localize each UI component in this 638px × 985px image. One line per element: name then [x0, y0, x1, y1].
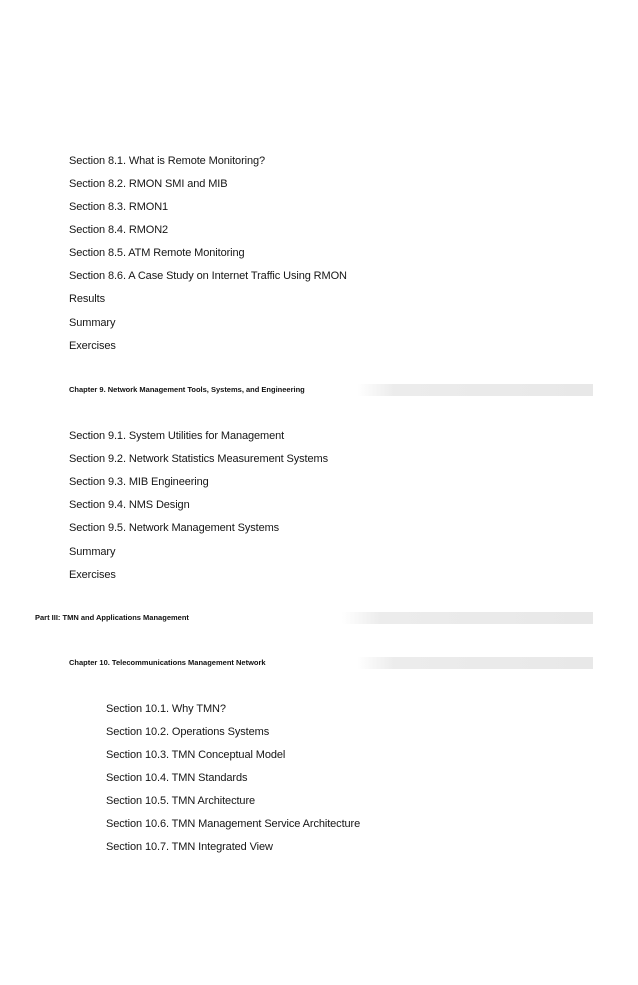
chapter-9-title: Chapter 9. Network Management Tools, Systems, and Engineering: [69, 385, 311, 394]
chapter-10-heading[interactable]: [69, 657, 593, 669]
part-3-title: Part III: TMN and Applications Management: [35, 613, 195, 622]
toc-link-results[interactable]: Results: [69, 293, 105, 305]
toc-link-section-10-4[interactable]: Section 10.4. TMN Standards: [106, 772, 248, 784]
chapter-10-title: Chapter 10. Telecommunications Management Network: [69, 658, 272, 667]
toc-link-section-8-6[interactable]: Section 8.6. A Case Study on Internet Traffic Using RMON: [69, 270, 347, 282]
toc-link-chapter9-exercises[interactable]: Exercises: [69, 569, 116, 581]
toc-link-section-9-4[interactable]: Section 9.4. NMS Design: [69, 499, 190, 511]
toc-link-section-8-2[interactable]: Section 8.2. RMON SMI and MIB: [69, 178, 228, 190]
toc-link-section-9-2[interactable]: Section 9.2. Network Statistics Measurement Systems: [69, 453, 328, 465]
toc-link-section-10-2[interactable]: Section 10.2. Operations Systems: [106, 726, 270, 738]
chapter-9-heading[interactable]: [69, 384, 593, 396]
toc-link-section-10-6[interactable]: Section 10.6. TMN Management Service Architecture: [106, 818, 361, 830]
toc-link-section-10-1[interactable]: Section 10.1. Why TMN?: [106, 703, 226, 715]
toc-link-section-10-5[interactable]: Section 10.5. TMN Architecture: [106, 795, 256, 807]
toc-link-chapter8-summary[interactable]: Summary: [69, 317, 116, 329]
toc-link-section-8-5[interactable]: Section 8.5. ATM Remote Monitoring: [69, 247, 245, 259]
toc-link-section-8-3[interactable]: Section 8.3. RMON1: [69, 201, 169, 213]
toc-link-section-10-7[interactable]: Section 10.7. TMN Integrated View: [106, 841, 273, 853]
toc-link-chapter8-exercises[interactable]: Exercises: [69, 340, 116, 352]
toc-link-chapter9-summary[interactable]: Summary: [69, 546, 116, 558]
toc-link-section-9-1[interactable]: Section 9.1. System Utilities for Management: [69, 430, 285, 442]
toc-link-section-8-4[interactable]: Section 8.4. RMON2: [69, 224, 169, 236]
toc-link-section-9-5[interactable]: Section 9.5. Network Management Systems: [69, 522, 280, 534]
part-3-heading[interactable]: [35, 612, 593, 624]
toc-link-section-9-3[interactable]: Section 9.3. MIB Engineering: [69, 476, 209, 488]
toc-link-section-10-3[interactable]: Section 10.3. TMN Conceptual Model: [106, 749, 286, 761]
toc-link-section-8-1[interactable]: Section 8.1. What is Remote Monitoring?: [69, 155, 266, 167]
